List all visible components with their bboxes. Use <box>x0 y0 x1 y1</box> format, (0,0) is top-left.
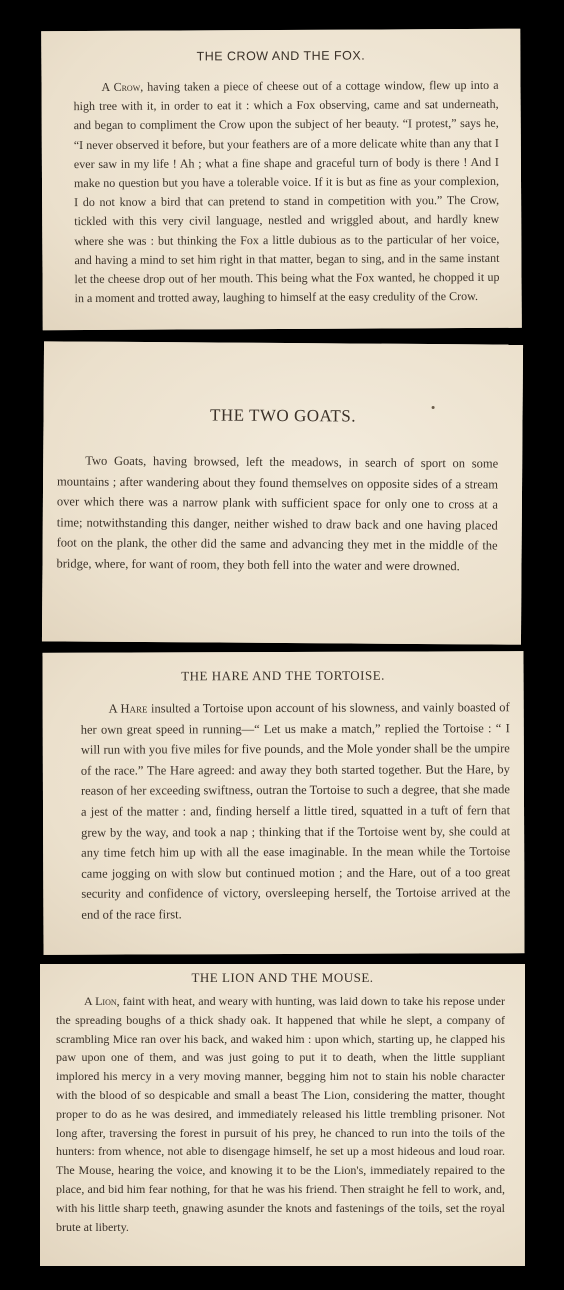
fable-card-lion-and-mouse <box>40 964 525 1266</box>
fable-title: THE CROW AND THE FOX. <box>196 48 366 64</box>
fable-card-crow-and-fox <box>41 29 522 331</box>
fable-text: A Hare insulted a Tortoise upon account of his slowness, and vainly boasted of her own great speed in running—“ Let us make a match,” replied the Tortoise : “ I will run with you five miles for five pounds, and the Mole yonder shall be the umpire of the race.” The Hare agreed: and away they both started together. But the Hare, by reason of her exceeding swiftness, outran the Tortoise to such a degree, that she made a jest of the matter : and, finding herself a little tired, squatted in a tuft of fern that grew by the way, and took a nap ; thinking that if the Tortoise went by, she could at any time fetch him up with all the ease imaginable. In the mean while the Tortoise came jogging on with slow but continued motion ; and the Hare, out of a too great security and confidence of victory, oversleeping herself, the Tortoise arrived at the end of the race first. <box>80 700 511 922</box>
fable-body: having taken a piece of cheese out of a cottage window, flew up into a high tree with it, in order to eat it : which a Fox observing, came and sat underneath, and began to compliment the Crow upon the subject of her beauty. “I protest,” says he, “I never observed it before, but your feathers are of a more delicate white than any that I ever saw in my life ! Ah ; what a fine shape and graceful turn of body is there ! And I make no question but you have a tolerable voice. If it is but as fine as your complexion, I do not know a bird that can pretend to stand in competition with you.” The Crow, tickled with this very civil language, nestled and wriggled about, and hardly knew where she was : but thinking the Fox a little dubious as to the particular of her voice, and having a mind to set him right in that matter, began to sing, and in the same instant let the cheese drop out of her mouth. This being what the Fox wanted, he chopped it up in a moment and trotted away, laughing to himself at the easy credulity of the Crow. <box>73 77 500 306</box>
fable-title: THE HARE AND THE TORTOISE. <box>181 667 385 684</box>
lead-word: Lion, <box>95 994 120 1008</box>
fable-text: A Crow, having taken a piece of cheese out of a cottage window, flew up into a high tree with it, in order to eat it : which a Fox observing, came and sat underneath, and began to compliment the Crow upon the subject of her beauty. “I protest,” says he, “I never observed it before, but your feathers are of a more delicate white than any that I ever saw in my life ! Ah ; what a fine shape and graceful turn of body is there ! And I make no question but you have a tolerable voice. If it is but as fine as your complexion, I do not know a bird that can pretend to stand in competition with you.” The Crow, tickled with this very civil language, nestled and wriggled about, and hardly knew where she was : but thinking the Fox a little dubious as to the particular of her voice, and having a mind to set him right in that matter, began to sing, and in the same instant let the cheese drop out of her mouth. This being what the Fox wanted, he chopped it up in a moment and trotted away, laughing to himself at the easy credulity of the Crow. <box>73 77 500 306</box>
fable-card-hare-and-tortoise <box>42 651 524 955</box>
fable-body: faint with heat, and weary with hunting, was laid down to take his repose under the spreading boughs of a thick shady oak. It happened that while he slept, a company of scrambling Mice ran over his back, and waked him : upon which, starting up, he clapped his paw upon one of them, and was just going to put it to death, when the little suppliant implored his mercy in a very moving manner, begging him not to stain his noble character with the blood of so despicable and small a beast The Lion, considering the matter, thought proper to do as he was desired, and immediately released his little trembling prisoner. Not long after, traversing the forest in pursuit of his prey, he chanced to run into the toils of the hunters: from whence, not able to disengage himself, he set up a most hideous and loud roar. The Mouse, hearing the voice, and knowing it to be the Lion's, immediately repaired to the place, and bid him fear nothing, for that he was his friend. Then straight he fell to work, and, with his little sharp teeth, gnawing asunder the knots and fastenings of the toils, set the royal brute at liberty. <box>56 994 505 1234</box>
lead-word: Two <box>85 453 108 468</box>
fable-title: THE LION AND THE MOUSE. <box>191 970 374 985</box>
lead-word: Crow, <box>113 79 144 94</box>
fable-text: A Lion, faint with heat, and weary with hunting, was laid down to take his repose under the spreading boughs of a thick shady oak. It happened that while he slept, a company of scrambling Mice ran over his back, and waked him : upon which, starting up, he clapped his paw upon one of them, and was just going to put it to death, when the little suppliant implored his mercy in a very moving manner, begging him not to stain his noble character with the blood of so despicable and small a beast The Lion, considering the matter, thought proper to do as he was desired, and immediately released his little trembling prisoner. Not long after, traversing the forest in pursuit of his prey, he chanced to run into the toils of the hunters: from whence, not able to disengage himself, he set up a most hideous and loud roar. The Mouse, hearing the voice, and knowing it to be the Lion's, immediately repaired to the place, and bid him fear nothing, for that he was his friend. Then straight he fell to work, and, with his little sharp teeth, gnawing asunder the knots and fastenings of the toils, set the royal brute at liberty. <box>56 994 505 1234</box>
lead-word: Hare <box>120 701 148 716</box>
fable-body: Goats, having browsed, left the meadows, in search of sport on some mountains ; after wandering about they found themselves on opposite sides of a stream over which there was a narrow plank with sufficient space for only one to cross at a time; notwithstanding this danger, neither wished to draw back and one having placed foot on the plank, the other did the same and advancing they met in the middle of the bridge, where, for want of room, they both fell into the water and were drowned. <box>56 453 499 573</box>
paper-speck <box>432 406 435 409</box>
fable-text <box>42 424 522 576</box>
fable-title: THE TWO GOATS. <box>209 405 357 426</box>
fable-body: insulted a Tortoise upon account of his slowness, and vainly boasted of her own great speed in running—“ Let us make a match,” replied the Tortoise : “ I will run with you five miles for five pounds, and the Mole yonder shall be the umpire of the race.” The Hare agreed: and away they both started together. But the Hare, by reason of her exceeding swiftness, outran the Tortoise to such a degree, that she made a jest of the matter : and, finding herself a little tired, squatted in a tuft of fern that grew by the way, and took a nap ; thinking that if the Tortoise went by, she could at any time fetch him up with all the ease imaginable. In the mean while the Tortoise came jogging on with slow but continued motion ; and the Hare, out of a too great security and confidence of victory, oversleeping herself, the Tortoise arrived at the end of the race first. <box>80 700 511 922</box>
fable-card-two-goats <box>42 341 523 644</box>
